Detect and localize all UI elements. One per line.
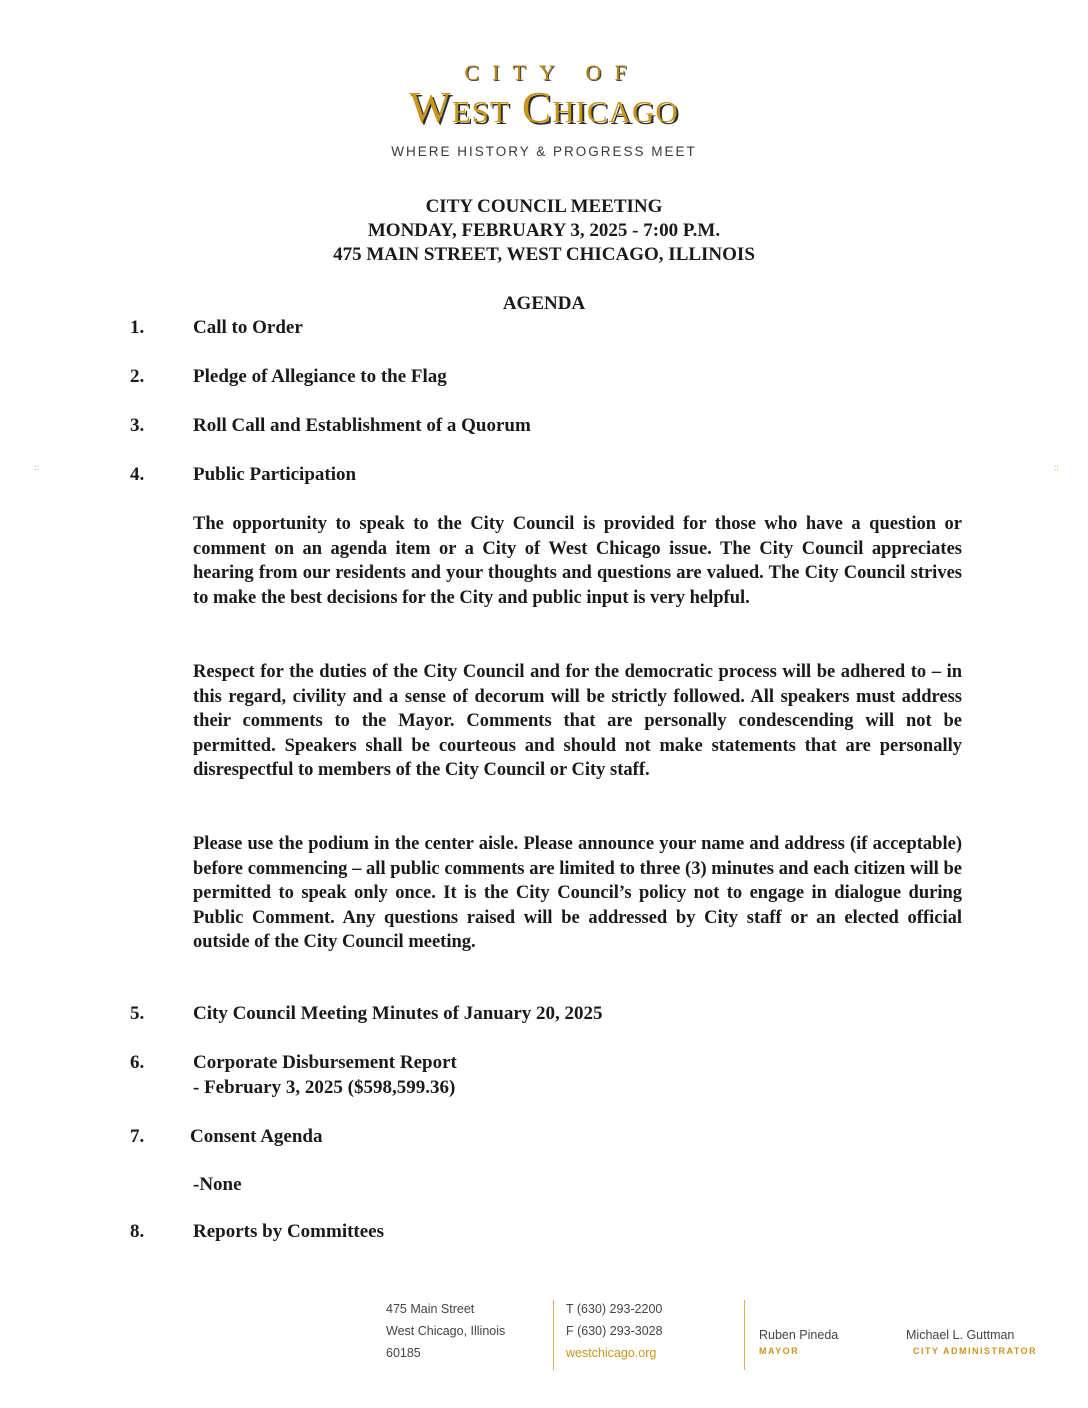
address-zip: 60185 bbox=[386, 1346, 421, 1360]
agenda-item-title: Corporate Disbursement Report bbox=[193, 1052, 457, 1073]
mayor-block bbox=[759, 1328, 838, 1356]
meeting-datetime: MONDAY, FEBRUARY 3, 2025 - 7:00 P.M. bbox=[367, 220, 721, 241]
phone-number: T (630) 293-2200 bbox=[566, 1302, 663, 1316]
agenda-heading: AGENDA bbox=[502, 293, 586, 314]
logo-city-of: CITY OF bbox=[464, 60, 640, 85]
item-number: 1. bbox=[130, 317, 145, 338]
agenda-item-title: Pledge of Allegiance to the Flag bbox=[193, 366, 447, 387]
agenda-item-sub: - February 3, 2025 ($598,599.36) bbox=[193, 1077, 456, 1098]
margin-dot-left: :: bbox=[34, 462, 40, 472]
item-number: 5. bbox=[130, 1003, 145, 1024]
item-number: 7. bbox=[130, 1126, 145, 1147]
administrator-name: Michael L. Guttman bbox=[906, 1328, 1015, 1342]
agenda-item-sub: -None bbox=[193, 1174, 242, 1195]
agenda-item-title: Reports by Committees bbox=[193, 1221, 385, 1242]
agenda-item-title: Roll Call and Establishment of a Quorum bbox=[193, 415, 531, 436]
address-street: 475 Main Street bbox=[386, 1302, 475, 1316]
footer-contact bbox=[566, 1298, 663, 1364]
margin-dot-right: :: bbox=[1054, 462, 1060, 472]
meeting-title: CITY COUNCIL MEETING bbox=[425, 196, 663, 217]
mayor-title: MAYOR bbox=[759, 1346, 800, 1356]
item-number: 8. bbox=[130, 1221, 145, 1242]
agenda-item-title: Public Participation bbox=[193, 464, 357, 485]
administrator-title: CITY ADMINISTRATOR bbox=[913, 1346, 1038, 1356]
item-number: 2. bbox=[130, 366, 145, 387]
public-participation-paragraph: The opportunity to speak to the City Council is provided for those who have a question or comment on an agenda item or a City of West Chicago issue. The City Council appreciates hearing from our residents and your thoughts and questions are valued. The City Council strives to make the best decisions for the City and public input is very helpful. bbox=[193, 514, 962, 608]
fax-number: F (630) 293-3028 bbox=[566, 1324, 663, 1338]
meeting-location: 475 MAIN STREET, WEST CHICAGO, ILLINOIS bbox=[333, 244, 755, 265]
item-number: 6. bbox=[130, 1052, 145, 1073]
address-city: West Chicago, Illinois bbox=[386, 1324, 506, 1338]
administrator-block bbox=[906, 1328, 1037, 1356]
item-number: 4. bbox=[130, 464, 145, 485]
footer-divider bbox=[744, 1300, 745, 1370]
public-participation-paragraph: Respect for the duties of the City Council and for the democratic process will be adhered to – in this regard, civility and a sense of decorum will be strictly followed. All speakers must address their comments to the Mayor. Comments that are personally condescending will not be permitted. Speakers shall be courteous and should not make statements that are personally disrespectful to members of the City Council or City staff. bbox=[193, 662, 962, 780]
item-number: 3. bbox=[130, 415, 145, 436]
logo-west-chicago: West Chicago bbox=[409, 83, 679, 132]
tagline: WHERE HISTORY & PROGRESS MEET bbox=[391, 144, 697, 159]
footer-address bbox=[386, 1298, 505, 1364]
agenda-item-title: Consent Agenda bbox=[190, 1126, 323, 1147]
public-participation-paragraph: Please use the podium in the center aisle. Please announce your name and address (if acceptable) before commencing – all public comments are limited to three (3) minutes and each citizen will be permitted to speak only once. It is the City Council’s policy not to engage in dialogue during Public Comment. Any questions raised will be addressed by City staff or an elected official outside of the City Council meeting. bbox=[193, 834, 962, 952]
agenda-item-title: Call to Order bbox=[193, 317, 303, 338]
mayor-name: Ruben Pineda bbox=[759, 1328, 839, 1342]
agenda-item-title: City Council Meeting Minutes of January 20, 2025 bbox=[193, 1003, 603, 1024]
website-link[interactable]: westchicago.org bbox=[566, 1346, 657, 1360]
footer-divider bbox=[553, 1300, 554, 1370]
